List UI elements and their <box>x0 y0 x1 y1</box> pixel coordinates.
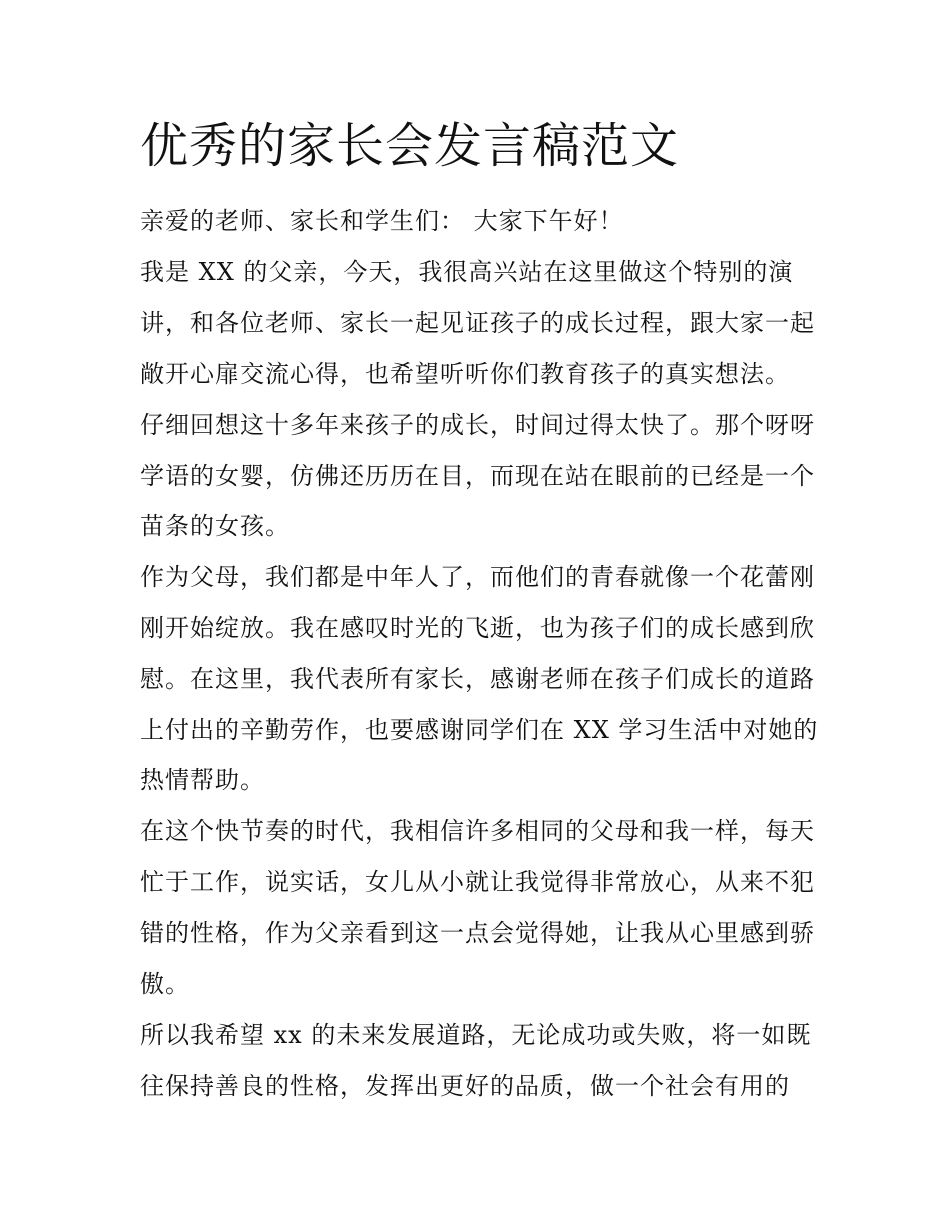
text-line: 所以我希望 xx 的未来发展道路，无论成功或失败，将一如既 <box>140 1021 812 1049</box>
text-line-greeting: 亲爱的老师、家长和学生们： 大家下午好！ <box>140 207 624 235</box>
text-line: 学语的女婴，仿佛还历历在目，而现在站在眼前的已经是一个 <box>140 462 815 490</box>
text-line: 刚开始绽放。我在感叹时光的飞逝，也为孩子们的成长感到欣 <box>140 614 815 642</box>
text-line: 往保持善良的性格，发挥出更好的品质，做一个社会有用的 <box>140 1072 790 1100</box>
text-line: 仔细回想这十多年来孩子的成长，时间过得太快了。那个呀呀 <box>140 411 815 439</box>
text-line: 错的性格，作为父亲看到这一点会觉得她，让我从心里感到骄 <box>140 919 815 947</box>
text-line: 敞开心扉交流心得，也希望听听你们教育孩子的真实想法。 <box>140 360 790 388</box>
text-line: 讲，和各位老师、家长一起见证孩子的成长过程，跟大家一起 <box>140 309 815 337</box>
text-line: 热情帮助。 <box>140 766 265 794</box>
text-line: 在这个快节奏的时代，我相信许多相同的父母和我一样，每天 <box>140 817 815 845</box>
text-line: 上付出的辛勤劳作，也要感谢同学们在 XX 学习生活中对她的 <box>140 716 819 744</box>
text-line: 我是 XX 的父亲，今天，我很高兴站在这里做这个特别的演 <box>140 258 794 286</box>
text-line: 作为父母，我们都是中年人了，而他们的青春就像一个花蕾刚 <box>140 563 815 591</box>
document-title: 优秀的家长会发言稿范文 <box>140 118 680 174</box>
text-line: 傲。 <box>140 970 190 998</box>
text-line: 苗条的女孩。 <box>140 512 290 540</box>
text-line: 忙于工作，说实话，女儿从小就让我觉得非常放心，从来不犯 <box>140 868 815 896</box>
text-line: 慰。在这里，我代表所有家长，感谢老师在孩子们成长的道路 <box>140 665 815 693</box>
